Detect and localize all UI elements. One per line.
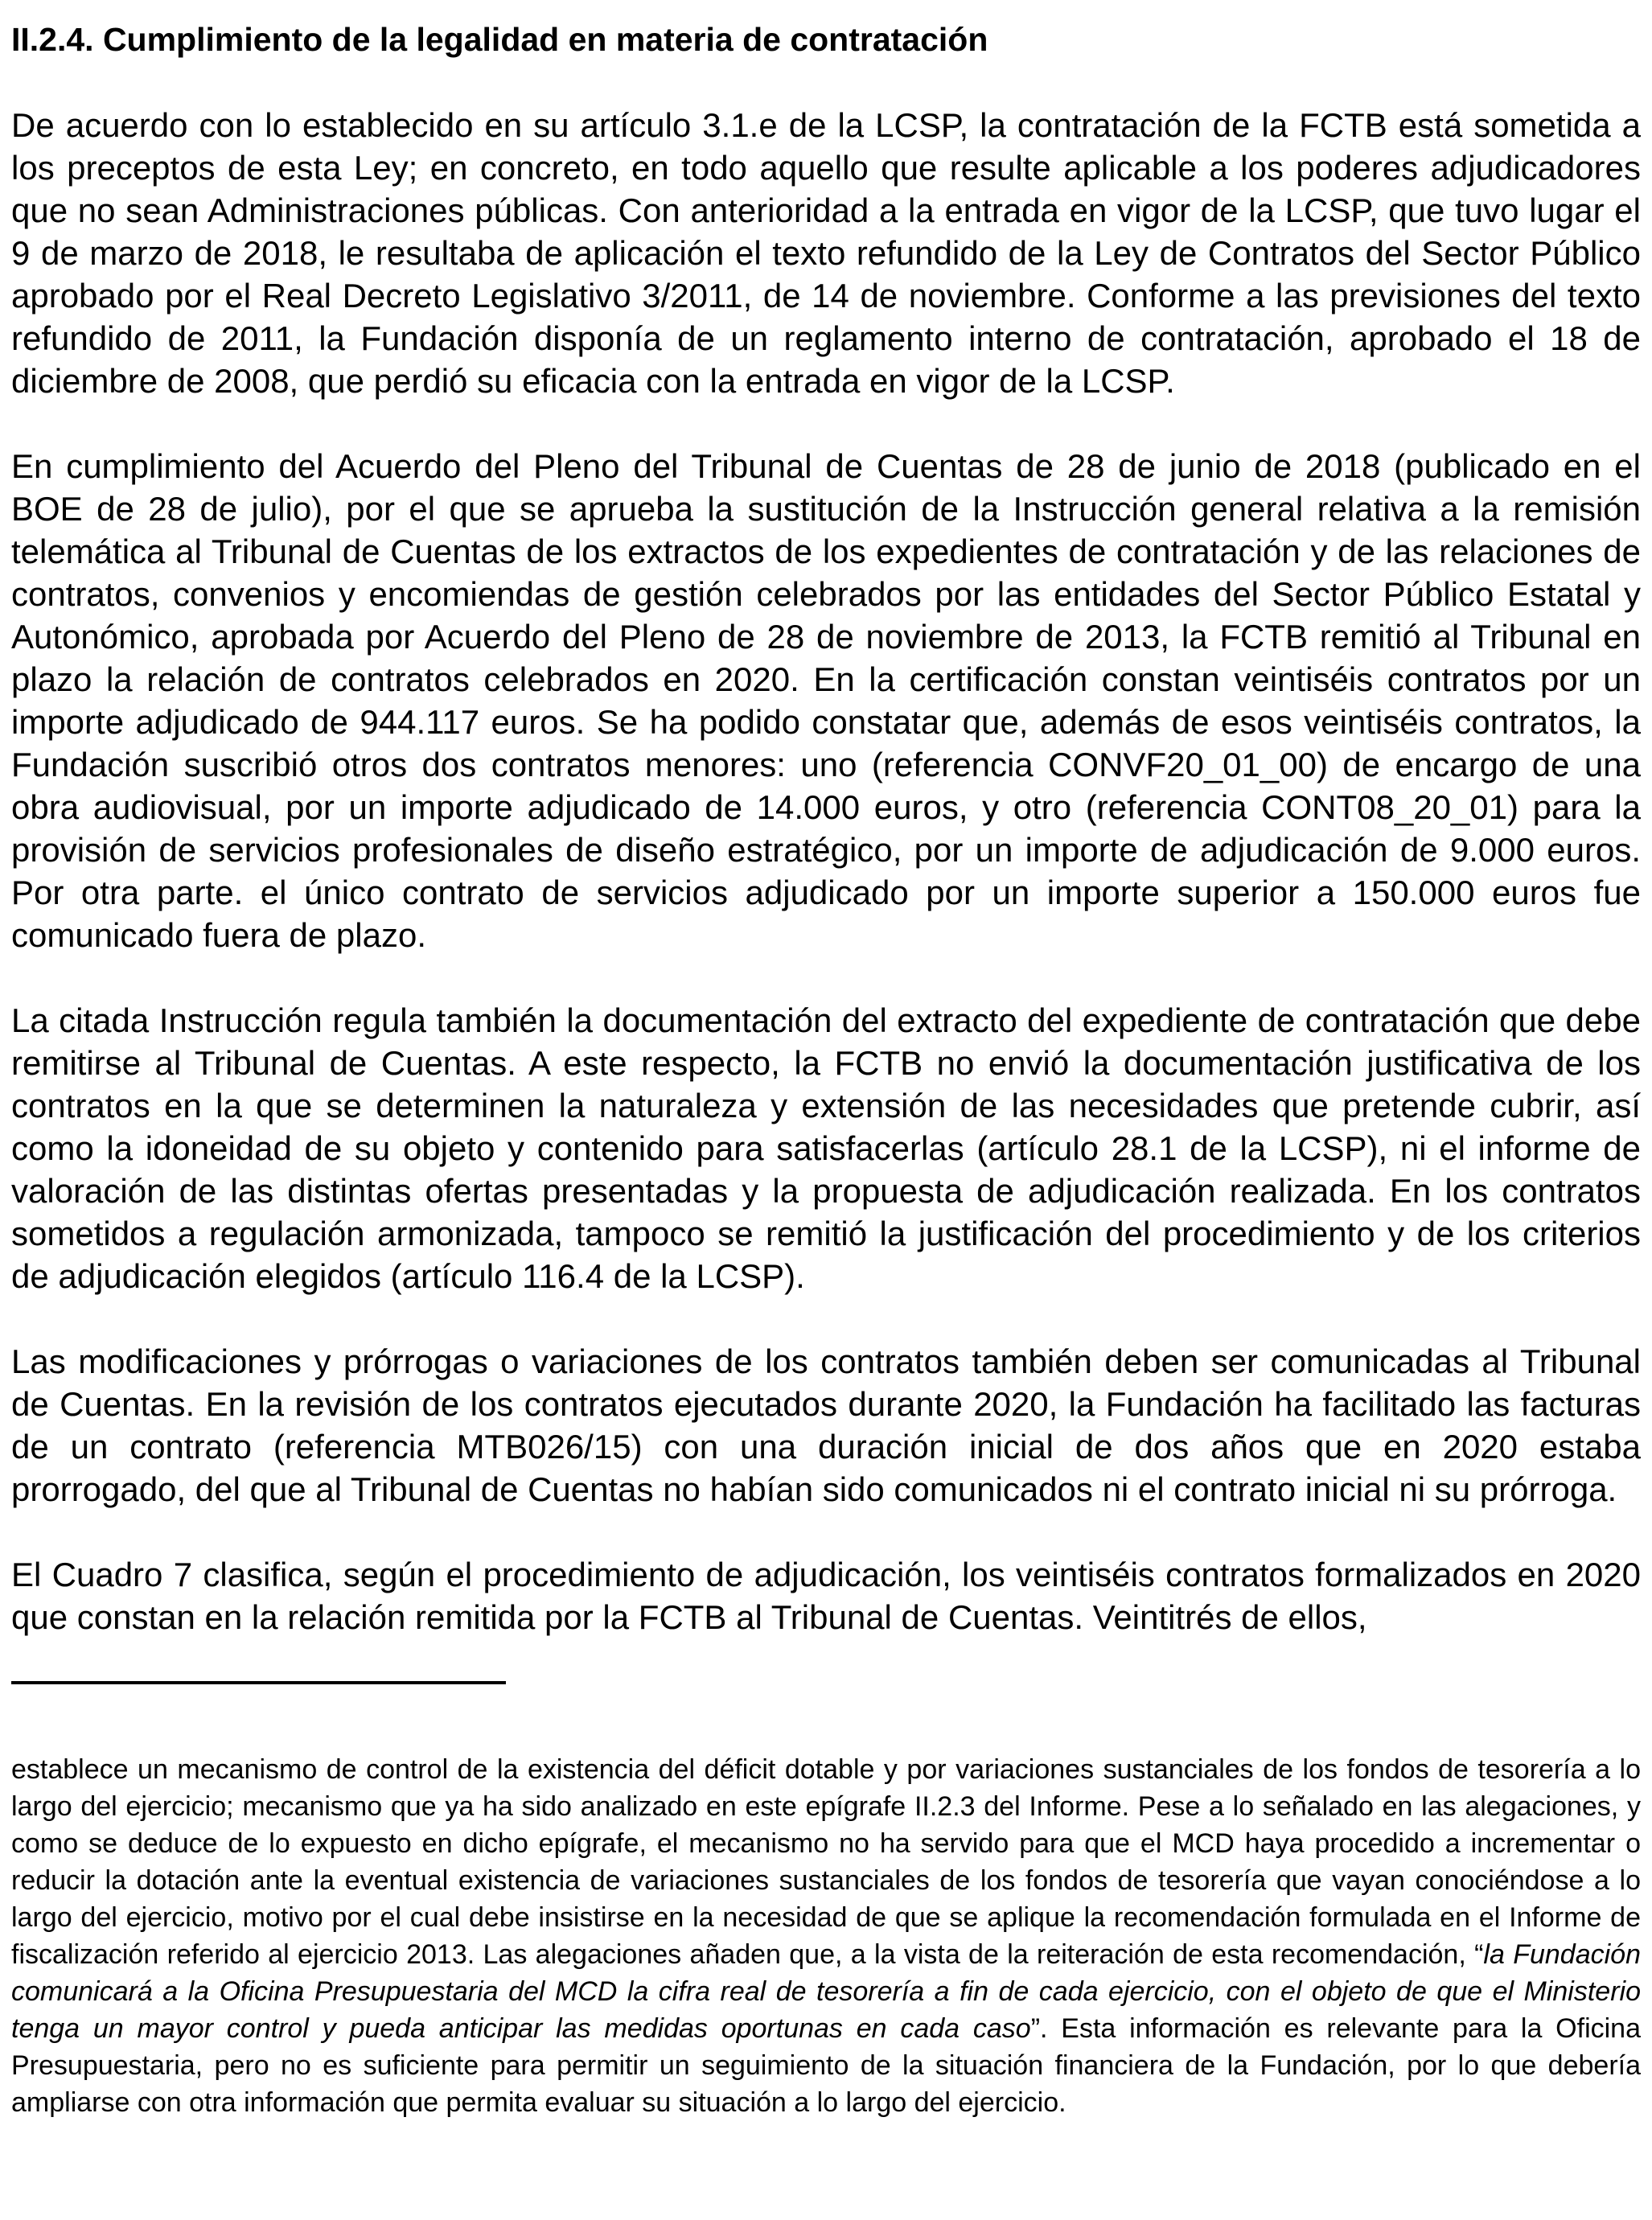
footnote [11,1751,1641,2121]
footnote-quoted-italic-text: la Fundación comunicará a la Oficina Presupuestaria del MCD la cifra real de tesorería a fin de cada ejercicio, con el objeto de que el Ministerio tenga un mayor control y pueda anticipar las medidas oportunas en cada caso [11,1939,1641,2045]
footnote-separator [11,1681,506,1684]
body-paragraph-1: De acuerdo con lo establecido en su artículo 3.1.e de la LCSP, la contratación de la FCTB está sometida a los preceptos de esta Ley; en concreto, en todo aquello que resulte aplicable a los poderes adjudicadores que no sean Administraciones públicas. Con anterioridad a la entrada en vigor de la LCSP, que tuvo lugar el 9 de marzo de 2018, le resultaba de aplicación el texto refundido de la Ley de Contratos del Sector Público aprobado por el Real Decreto Legislativo 3/2011, de 14 de noviembre. Conforme a las previsiones del texto refundido de 2011, la Fundación disponía de un reglamento interno de contratación, aprobado el 18 de diciembre de 2008, que perdió su eficacia con la entrada en vigor de la LCSP. [11,106,1641,401]
footnote-text-before-quote: establece un mecanismo de control de la existencia del déficit dotable y por variaciones sustanciales de los fondos de tesorería a lo largo del ejercicio; mecanismo que ya ha sido analizado en este epígrafe II.2.3 del Informe. Pese a lo señalado en las alegaciones, y como se deduce de lo expuesto en dicho epígrafe, el mecanismo no ha servido para que el MCD haya procedido a incrementar o reducir la dotación ante la eventual existencia de variaciones sustanciales de los fondos de tesorería que vayan conociéndose a lo largo del ejercicio, motivo por el cual debe insistirse en la necesidad de que se aplique la recomendación formulada en el Informe de fiscalización referido al ejercicio 2013. Las alegaciones añaden que, a la vista de la reiteración de esta recomendación, “ [11,1754,1641,1971]
body-paragraph-2: En cumplimiento del Acuerdo del Pleno del Tribunal de Cuentas de 28 de junio de 2018 (publicado en el BOE de 28 de julio), por el que se aprueba la sustitución de la Instrucción general relativa a la remisión telemática al Tribunal de Cuentas de los extractos de los expedientes de contratación y de las relaciones de contratos, convenios y encomiendas de gestión celebrados por las entidades del Sector Público Estatal y Autonómico, aprobada por Acuerdo del Pleno de 28 de noviembre de 2013, la FCTB remitió al Tribunal en plazo la relación de contratos celebrados en 2020. En la certificación constan veintiséis contratos por un importe adjudicado de 944.117 euros. Se ha podido constatar que, además de esos veintiséis contratos, la Fundación suscribió otros dos contratos menores: uno (referencia CONVF20_01_00) de encargo de una obra audiovisual, por un importe adjudicado de 14.000 euros, y otro (referencia CONT08_20_01) para la provisión de servicios profesionales de diseño estratégico, por un importe de adjudicación de 9.000 euros. Por otra parte. el único contrato de servicios adjudicado por un importe superior a 150.000 euros fue comunicado fuera de plazo. [11,447,1641,955]
body-paragraph-5: El Cuadro 7 clasifica, según el procedimiento de adjudicación, los veintiséis contratos formalizados en 2020 que constan en la relación remitida por la FCTB al Tribunal de Cuentas. Veintitrés de ellos, [11,1556,1641,1637]
body-paragraph-3: La citada Instrucción regula también la documentación del extracto del expediente de contratación que debe remitirse al Tribunal de Cuentas. A este respecto, la FCTB no envió la documentación justificativa de los contratos en la que se determinen la naturaleza y extensión de las necesidades que pretende cubrir, así como la idoneidad de su objeto y contenido para satisfacerlas (artículo 28.1 de la LCSP), ni el informe de valoración de las distintas ofertas presentadas y la propuesta de adjudicación realizada. En los contratos sometidos a regulación armonizada, tampoco se remitió la justificación del procedimiento y de los criterios de adjudicación elegidos (artículo 116.4 de la LCSP). [11,1001,1641,1296]
footnote-text-after-quote: ”. Esta información es relevante para la Oficina Presupuestaria, pero no es suficiente para permitir un seguimiento de la situación financiera de la Fundación, por lo que debería ampliarse con otra información que permita evaluar su situación a lo largo del ejercicio. [11,2013,1641,2119]
body-paragraph-4: Las modificaciones y prórrogas o variaciones de los contratos también deben ser comunicadas al Tribunal de Cuentas. En la revisión de los contratos ejecutados durante 2020, la Fundación ha facilitado las facturas de un contrato (referencia MTB026/15) con una duración inicial de dos años que en 2020 estaba prorrogado, del que al Tribunal de Cuentas no habían sido comunicados ni el contrato inicial ni su prórroga. [11,1342,1641,1509]
section-heading: II.2.4. Cumplimiento de la legalidad en materia de contratación [11,21,988,58]
